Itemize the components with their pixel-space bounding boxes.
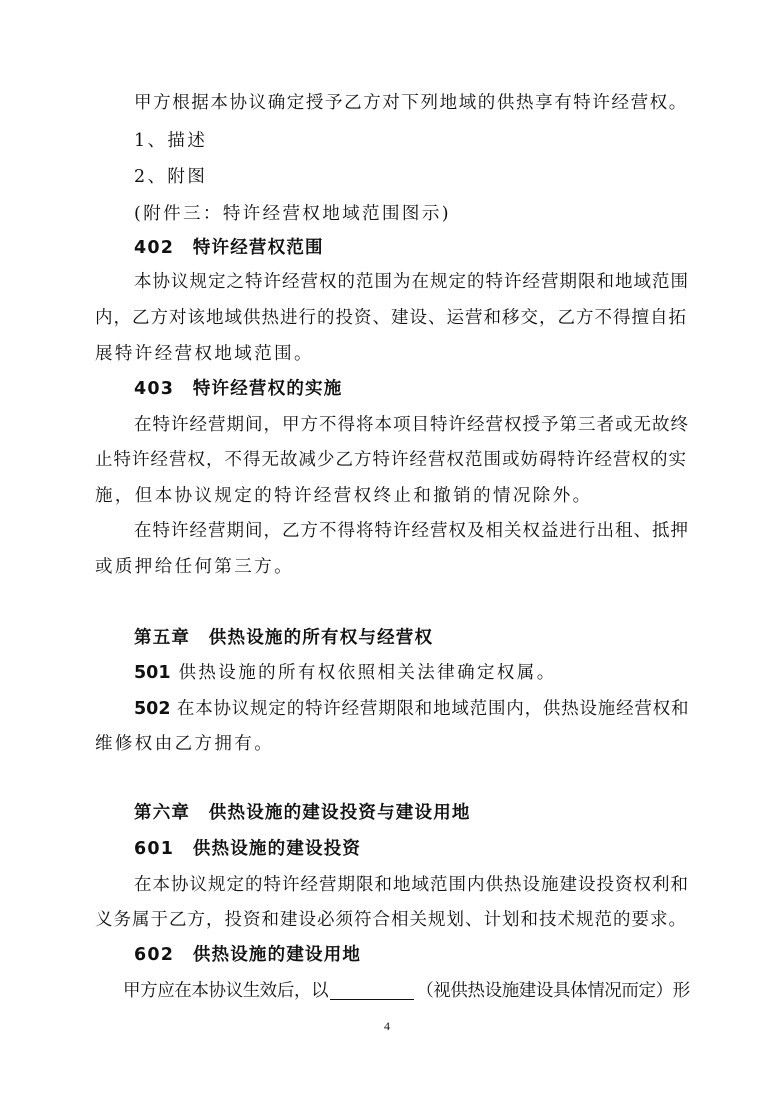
paragraph-line: 施，但本协议规定的特许经营权终止和撤销的情况除外。 — [95, 486, 593, 506]
paragraph-line: 维修权由乙方拥有。 — [95, 734, 275, 754]
fill-in-blank — [330, 981, 414, 1000]
page-number: 4 — [384, 1019, 390, 1033]
clause-number: 502 — [134, 699, 171, 719]
section-heading-602: 602 供热设施的建设用地 — [134, 945, 362, 965]
clause-text: 在本协议规定的特许经营期限和地域范围内，供热设施经营权和 — [176, 699, 690, 719]
chapter-heading-5: 第五章 供热设施的所有权与经营权 — [134, 628, 434, 648]
section-heading-601: 601 供热设施的建设投资 — [134, 839, 362, 859]
paragraph-line: 或质押给任何第三方。 — [95, 557, 294, 577]
list-item-attached-map: 2、附图 — [134, 167, 208, 187]
paragraph-line: 止特许经营权，不得无故减少乙方特许经营权范围或妨碍特许经营权的实 — [95, 450, 687, 470]
text-after-blank: （视供热设施建设具体情况而定）形 — [416, 981, 690, 1001]
clause-number: 501 — [134, 663, 171, 683]
paragraph-line: 在特许经营期间，甲方不得将本项目特许经营权授予第三者或无故终 — [134, 415, 689, 435]
section-heading-403: 403 特许经营权的实施 — [134, 379, 343, 399]
paragraph-line: 在特许经营期间，乙方不得将特许经营权及相关权益进行出租、抵押 — [134, 521, 689, 541]
paragraph-line: 义务属于乙方，投资和建设必须符合相关规划、计划和技术规范的要求。 — [95, 910, 687, 930]
list-item-description: 1、描述 — [134, 131, 208, 151]
paragraph-line: 内，乙方对该地域供热进行的投资、建设、运营和移交，乙方不得擅自拓 — [95, 308, 687, 328]
section-heading-402: 402 特许经营权范围 — [134, 238, 324, 258]
clause-501 — [134, 661, 557, 685]
clause-502 — [134, 697, 689, 721]
clause-text: 供热设施的所有权依照相关法律确定权属。 — [178, 663, 557, 683]
attachment-note: (附件三：特许经营权地域范围图示) — [134, 204, 451, 224]
chapter-heading-6: 第六章 供热设施的建设投资与建设用地 — [134, 803, 471, 823]
paragraph-line — [123, 979, 690, 1003]
paragraph-line: 甲方根据本协议确定授予乙方对下列地域的供热享有特许经营权。 — [134, 93, 688, 113]
paragraph-line: 本协议规定之特许经营权的范围为在规定的特许经营期限和地域范围 — [134, 272, 689, 292]
paragraph-line: 展特许经营权地域范围。 — [95, 344, 314, 364]
text-before-blank: 甲方应在本协议生效后，以 — [123, 981, 329, 1001]
paragraph-line: 在本协议规定的特许经营期限和地域范围内供热设施建设投资权利和 — [134, 875, 689, 895]
